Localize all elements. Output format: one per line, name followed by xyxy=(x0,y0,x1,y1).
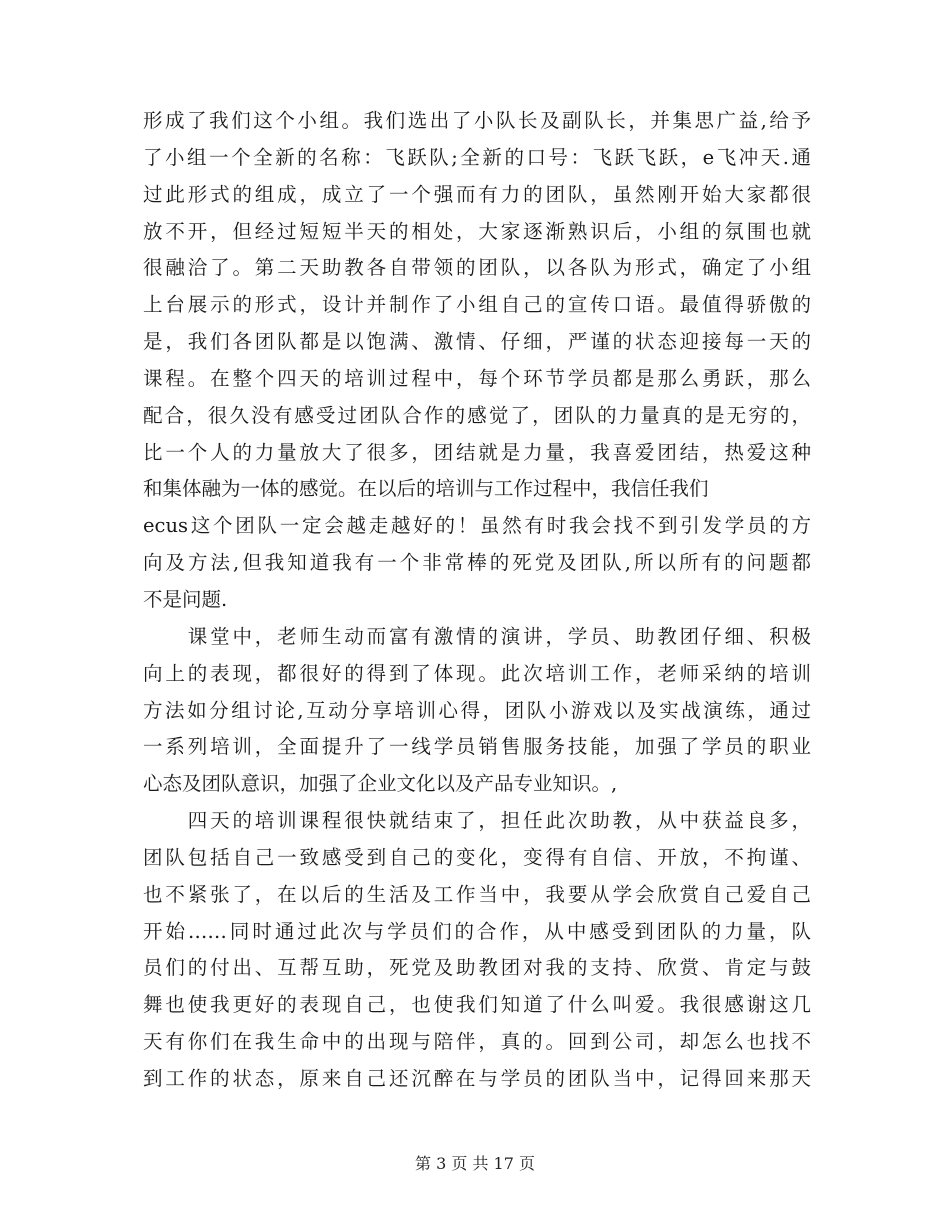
text-line: 开始……同时通过此次与学员们的合作，从中感受到团队的力量，队 xyxy=(143,919,811,943)
text-line: 是，我们各团队都是以饱满、激情、仔细，严谨的状态迎接每一天的 xyxy=(143,330,811,354)
text-line: 四天的培训课程很快就结束了，担任此次助教，从中获益良多， xyxy=(143,809,811,833)
text-line: 向上的表现，都很好的得到了体现。此次培训工作，老师采纳的培训 xyxy=(143,661,811,685)
text-line: 和集体融为一体的感觉。在以后的培训与工作过程中，我信任我们 xyxy=(143,477,709,501)
text-line: 过此形式的组成，成立了一个强而有力的团队，虽然刚开始大家都很 xyxy=(143,182,811,206)
text-line: 了小组一个全新的名称：飞跃队;全新的口号：飞跃飞跃，e飞冲天.通 xyxy=(143,145,811,169)
text-line: 心态及团队意识，加强了企业文化以及产品专业知识。, xyxy=(143,772,618,796)
text-line: 比一个人的力量放大了很多，团结就是力量，我喜爱团结，热爱这种 xyxy=(143,440,811,464)
text-line: 形成了我们这个小组。我们选出了小队长及副队长，并集思广益,给予 xyxy=(143,109,811,132)
text-line: 很融洽了。第二天助教各自带领的团队，以各队为形式，确定了小组 xyxy=(143,256,811,280)
text-line: 课程。在整个四天的培训过程中，每个环节学员都是那么勇跃，那么 xyxy=(143,366,811,390)
text-line: ecus这个团队一定会越走越好的！虽然有时我会找不到引发学员的方 xyxy=(143,514,811,538)
text-line: 舞也使我更好的表现自己，也使我们知道了什么叫爱。我很感谢这几 xyxy=(143,993,811,1017)
text-line: 团队包括自己一致感受到自己的变化，变得有自信、开放，不拘谨、 xyxy=(143,845,811,869)
body-text xyxy=(143,103,811,1098)
text-line: 上台展示的形式，设计并制作了小组自己的宣传口语。最值得骄傲的 xyxy=(143,293,811,317)
text-line: 也不紧张了，在以后的生活及工作当中，我要从学会欣赏自己爱自己 xyxy=(143,882,811,906)
text-line: 配合，很久没有感受过团队合作的感觉了，团队的力量真的是无穷的， xyxy=(143,403,811,427)
page-number-footer: 第 3 页 共 17 页 xyxy=(415,1154,535,1173)
text-line: 到工作的状态，原来自己还沉醉在与学员的团队当中，记得回来那天 xyxy=(143,1066,811,1090)
text-line: 天有你们在我生命中的出现与陪伴，真的。回到公司，却怎么也找不 xyxy=(143,1030,811,1054)
text-line: 一系列培训，全面提升了一线学员销售服务技能，加强了学员的职业 xyxy=(143,735,811,759)
text-line: 不是问题. xyxy=(143,587,228,611)
text-line: 课堂中，老师生动而富有激情的演讲，学员、助教团仔细、积极 xyxy=(143,624,811,648)
text-line: 方法如分组讨论,互动分享培训心得，团队小游戏以及实战演练，通过 xyxy=(143,698,811,722)
text-line: 放不开，但经过短短半天的相处，大家逐渐熟识后，小组的氛围也就 xyxy=(143,219,811,243)
text-line: 向及方法,但我知道我有一个非常棒的死党及团队,所以所有的问题都 xyxy=(143,551,811,575)
text-line: 员们的付出、互帮互助，死党及助教团对我的支持、欣赏、肯定与鼓 xyxy=(143,956,811,980)
